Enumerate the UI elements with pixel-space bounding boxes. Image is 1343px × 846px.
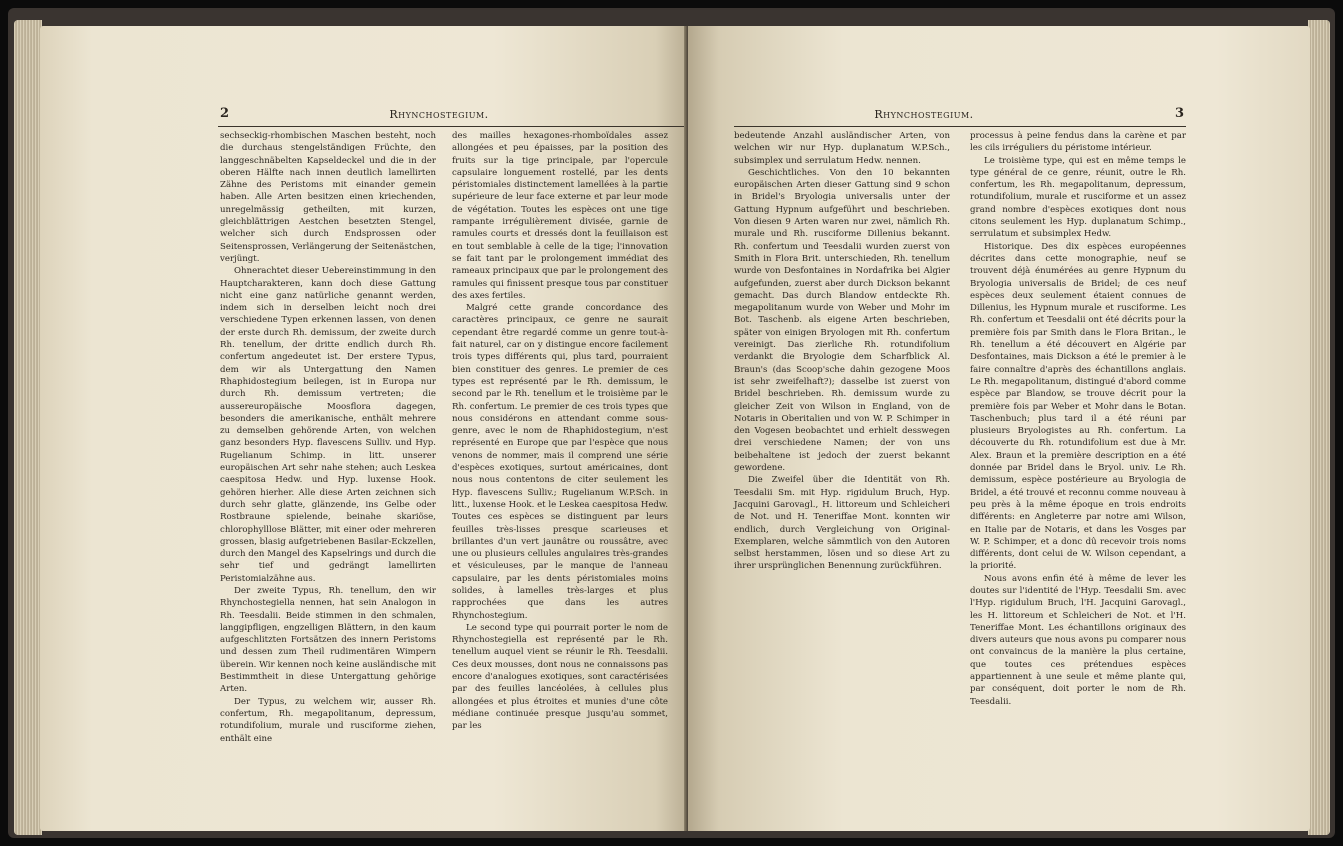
paragraph: Ohnerachtet dieser Uebereinstimmung in den Hauptcharakteren, kann doch diese Gattung nicht eine ganz natürliche genannt werden, indem sich in derselben leicht noch drei verschiedene Typen erkennen lassen, von denen der erste durch Rh. demissum, der zweite durch Rh. tenellum, der dritte endlich durch Rh. confertum angedeutet ist. Der erstere Typus, dem wir als Untergattung den Namen Rhaphidostegium beilegen, ist in Europa nur durch Rh. demissum vertreten; die aussereuropäische Moosflora dagegen, besonders die amerikanische, enthält mehrere zu demselben gehörende Arten, von welchen ganz besonders Hyp. flavescens Sulliv. und Hyp. Rugelianum Schimp. in litt. unserer europäischen Art sehr nahe stehen; auch Leskea caespitosa Hedw. und Hyp. luxense Hook. gehören hierher. Alle diese Arten zeichnen sich durch sehr glatte, glänzende, ins Gelbe oder Rostbraune spielende, beinahe skariöse, chlorophylllose Blätter, mit einer oder mehreren grossen, blasig aufgetriebenen Basilar-Eckzellen, durch den Mangel des Kapselrings und durch die sehr tief und gedrängt lamellirten Peristomialzähne aus. [220,266,436,584]
paragraph: Le second type qui pourrait porter le nom de Rhynchostegiella est représenté par le Rh. tenellum auquel vient se réunir le Rh. Teesdalii. Ces deux mousses, dont nous ne connaissons pas encore d'analogues exotiques, sont caractérisées par des feuilles lancéolées, à cellules plus allongées et plus étroites et munies d'une côte médiane continuée presque jusqu'au sommet, par les [452,622,668,732]
french-column [970,130,1186,730]
german-column [734,130,950,730]
paragraph: Malgré cette grande concordance des caractères principaux, ce genre ne saurait cependant être regardé comme un genre tout-à-fait naturel, car on y distingue encore facilement trois types différents qui, plus tard, pourraient bien constituer des genres. Le premier de ces types est représenté par le Rh. demissum, le second par le Rh. tenellum et le troisième par le Rh. confertum. Le premier de ces trois types que nous considérons en attendant comme sous-genre, avec le nom de Rhaphidostegium, n'est représenté en Europe que par l'espèce que nous venons de nommer, mais il comprend une série d'espèces exotiques, surtout américaines, dont nous nous contentons de citer seulement les Hyp. flavescens Sulliv.; Rugelianum W.P.Sch. in litt., luxense Hook. et le Leskea caespitosa Hedw. Toutes ces espèces se distinguent par leurs feuilles très-lisses presque scarieuses et brillantes d'un vert jaunâtre ou roussâtre, avec une ou plusieurs cellules angulaires très-grandes et vésiculeuses, par le manque de l'anneau capsulaire, par les dents péristomiales moins solides, à lamelles très-larges et plus rapprochées que dans les autres Rhynchostegium. [452,303,669,621]
page-number: 2 [220,106,230,121]
right-page [688,26,1310,831]
paragraph: Geschichtliches. Von den 10 bekannten europäischen Arten dieser Gattung sind 9 schon in Bridel's Bryologia universalis unter der Gattung Hypnum aufgeführt und beschrieben. Von diesen 9 Arten waren nur zwei, nämlich Rh. murale und Rh. rusciforme Dillenius bekannt. Rh. confertum und Teesdalii wurden zuerst von Smith in Flora Brit. unterschieden, Rh. tenellum wurde von Desfontaines in Nordafrika bei Algier aufgefunden, zuerst aber durch Dickson bekannt gemacht. Das durch Blandow entdeckte Rh. megapolitanum wurde von Weber und Mohr im Bot. Taschenb. als eigene Arten beschrieben, später von einigen Bryologen mit Rh. confertum vereinigt. Das zierliche Rh. rotundifolium verdankt die Bryologie dem Scharfblick Al. Braun's (das Scoop'sche dahin gezogene Moos ist sehr zweifelhaft?); dasselbe ist zuerst von Bridel beschrieben. Rh. demissum wurde zu gleicher Zeit von Wilson in England, von de Notaris in Oberitalien und von W. P. Schimper in den Vogesen beobachtet und erhielt desswegen drei verschiedene Namen; der von uns beibehaltene ist jedoch der zuerst bekannt gewordene. [734,167,950,474]
right-page-header [688,106,1310,128]
page-number: 3 [1175,106,1185,121]
paragraph: sechseckig-rhombischen Maschen besteht, noch die durchaus stengelständigen Früchte, den langgeschnäbelten Kapseldeckel und die in der oberen Hälfte nach innen deutlich lamellirten Zähne des Peristoms mit einander gemein haben. Alle Arten besitzen einen kriechenden, unregelmässig getheilten, mit kurzen, gleichblättrigen Aestchen besetzten Stengel, welcher sich durch Endsprossen oder Seitensprossen, Verlängerung der Seitenästchen, verjüngt. [220,131,436,264]
book-spread [8,8,1335,838]
left-page [40,26,688,831]
page-edges-left [14,20,42,835]
header-rule [218,126,688,127]
paragraph: Nous avons enfin été à même de lever les doutes sur l'identité de l'Hyp. Teesdalii Sm. avec l'Hyp. rigidulum Bruch, l'H. Jacquini Garovagl., les H. littoreum et Schleicheri de Not. et l'H. Teneriffae Mont. Les échantillons originaux des divers auteurs que nous avons pu comparer nous ont convaincus de la manière la plus certaine, que toutes ces prétendues espèces appartiennent à une seule et même plante qui, par conséquent, doit porter le nom de Rh. Teesdalii. [970,573,1186,707]
paragraph: Historique. Des dix espèces européennes décrites dans cette monographie, neuf se trouvent déjà énumérées au genre Hypnum du Bryologia universalis de Bridel; de ces neuf espèces deux seulement étaient connues de Dillenius, les Hypnum murale et rusciforme. Les Rh. confertum et Teesdalii ont été décrits pour la première fois par Smith dans le Flora Britan., le Rh. tenellum a été découvert en Algérie par Desfontaines, mais Dickson a été le premier à le faire connaître d'après des échantillons anglais. Le Rh. megapolitanum, distingué d'abord comme espèce par Blandow, se trouve décrit pour la première fois par Weber et Mohr dans le Botan. Taschenbuch; plus tard il a été réuni par plusieurs Bryologistes au Rh. confertum. La découverte du Rh. rotundifolium est due à Mr. Alex. Braun et la première description en a été donnée par Bridel dans le Bryol. univ. Le Rh. demissum, espèce postérieure au Bryologia de Bridel, a été trouvé et reconnu comme nouveau à peu près à la même époque en trois endroits différents: en Angleterre par notre ami Wilson, en Italie par de Notaris, et dans les Vosges par W. P. Schimper, et a donc dû recevoir trois noms différents, dont celui de W. Wilson cependant, a la priorité. [970,241,1186,572]
paragraph: Die Zweifel über die Identität von Rh. Teesdalii Sm. mit Hyp. rigidulum Bruch, Hyp. Jacquini Garovagl., H. littoreum und Schleicheri de Not. und H. Teneriffae Mont. konnten wir endlich, durch Vergleichung von Original-Exemplaren, welche sämmtlich von den Autoren selbst herstammen, lösen und so diese Art zu ihrer ursprünglichen Benennung zurückführen. [734,475,950,572]
paragraph: Le troisième type, qui est en même temps le type général de ce genre, réunit, outre le Rh. confertum, les Rh. megapolitanum, depressum, rotundifolium, murale et rusciforme et un assez grand nombre d'espèces exotiques dont nous citons seulement les Hyp. duplanatum Schimp., serrulatum et subsimplex Hedw. [970,155,1186,240]
german-column [220,130,436,744]
header-rule [734,126,1186,127]
paragraph: Der zweite Typus, Rh. tenellum, den wir Rhynchostegiella nennen, hat sein Analogon in Rh. Teesdalii. Beide stimmen in den schmalen, langgipfligen, engzelligen Blättern, in den kaum aufgeschlitzten Fortsätzen des innern Peristoms und dessen zum Theil rudimentären Wimpern überein. Wir kennen noch keine ausländische mit Bestimmtheit in diese Untergattung gehörige Arten. [220,585,436,695]
paragraph: bedeutende Anzahl ausländischer Arten, von welchen wir nur Hyp. duplanatum W.P.Sch., subsimplex und serrulatum Hedw. nennen. [734,131,950,166]
running-head: Rhynchostegium. [389,108,489,121]
paragraph: Der Typus, zu welchem wir, ausser Rh. confertum, Rh. megapolitanum, depressum, rotundifolium, murale und rusciforme ziehen, enthält eine [220,696,436,744]
paragraph: des mailles hexagones-rhomboïdales assez allongées et peu épaisses, par la position des fruits sur la tige principale, par l'opercule capsulaire longuement rostellé, par les dents péristomiales distinctement lamellées à la partie supérieure de leur face externe et par leur mode de végétation. Toutes les espèces ont une tige rampante irrégulièrement divisée, garnie de ramules courts et dressés dont la feuillaison est en tout semblable à celle de la tige; l'innovation se fait tant par le prolongement immédiat des rameaux principaux que par le prolongement des ramules qui finissent presque tous par constituer des axes fertiles. [452,131,668,301]
paragraph: processus à peine fendus dans la carène et par les cils irréguliers du péristome intérieur. [970,131,1186,154]
running-head: Rhynchostegium. [874,108,974,121]
page-edges-right [1308,20,1330,835]
left-page-header [40,106,688,128]
french-column [452,130,668,730]
